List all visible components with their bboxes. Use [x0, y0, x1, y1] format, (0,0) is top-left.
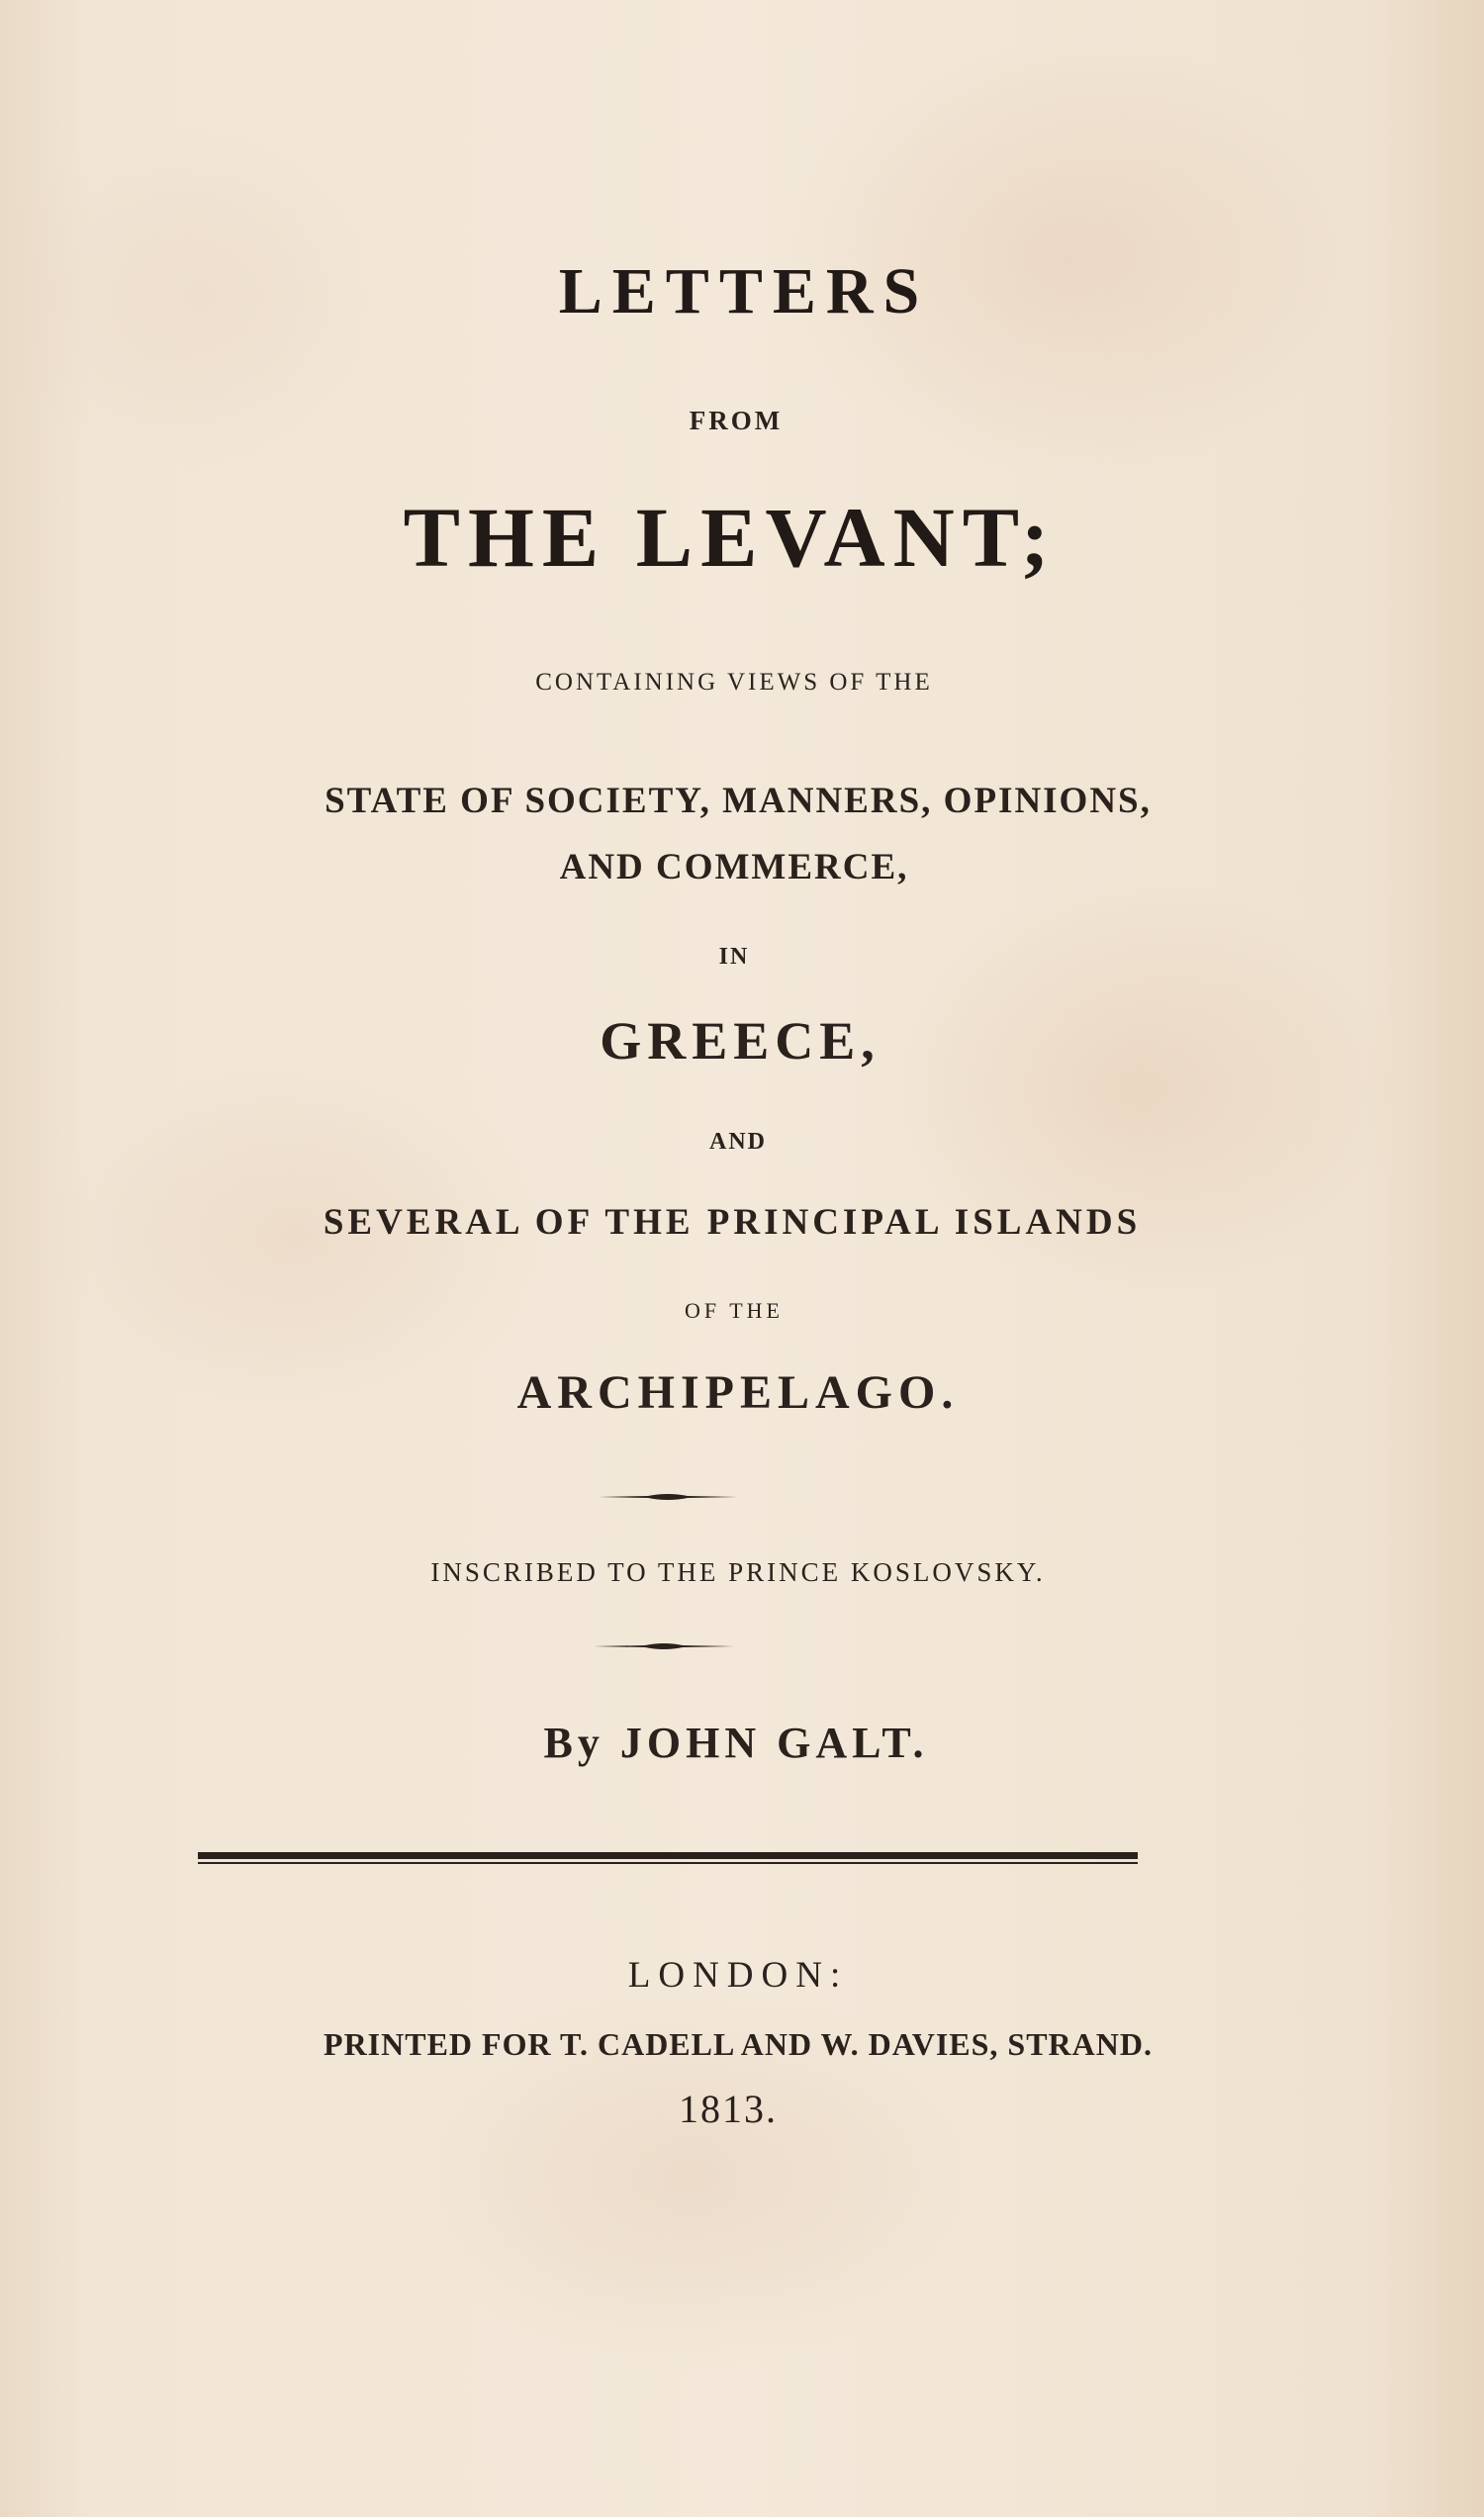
subtitle-state-of-society: STATE OF SOCIETY, MANNERS, OPINIONS,: [325, 781, 1152, 821]
subtitle-and-commerce: AND COMMERCE,: [559, 847, 909, 887]
subtitle-containing: CONTAINING VIEWS OF THE: [535, 669, 933, 696]
ornamental-rule-top: [599, 1492, 737, 1502]
ornamental-rule-bottom: [594, 1641, 734, 1651]
title-letters: LETTERS: [558, 255, 930, 327]
subtitle-archipelago: ARCHIPELAGO.: [516, 1366, 960, 1419]
subtitle-several-islands: SEVERAL OF THE PRINCIPAL ISLANDS: [323, 1202, 1142, 1243]
imprint-year: 1813.: [679, 2087, 778, 2131]
imprint-city: LONDON:: [627, 1955, 849, 1996]
subtitle-in: IN: [718, 944, 750, 970]
double-rule-thin: [198, 1862, 1138, 1864]
title-from: FROM: [689, 406, 784, 435]
imprint-printer: PRINTED FOR T. CADELL AND W. DAVIES, STRAND.: [324, 2026, 1153, 2062]
subtitle-greece: GREECE,: [600, 1011, 881, 1071]
subtitle-of-the: OF THE: [685, 1298, 784, 1323]
subtitle-and: AND: [709, 1129, 767, 1155]
title-the-levant: THE LEVANT;: [403, 490, 1058, 585]
dedication: INSCRIBED TO THE PRINCE KOSLOVSKY.: [430, 1557, 1046, 1587]
double-rule-thick: [198, 1852, 1138, 1859]
author-line: By JOHN GALT.: [543, 1719, 929, 1767]
